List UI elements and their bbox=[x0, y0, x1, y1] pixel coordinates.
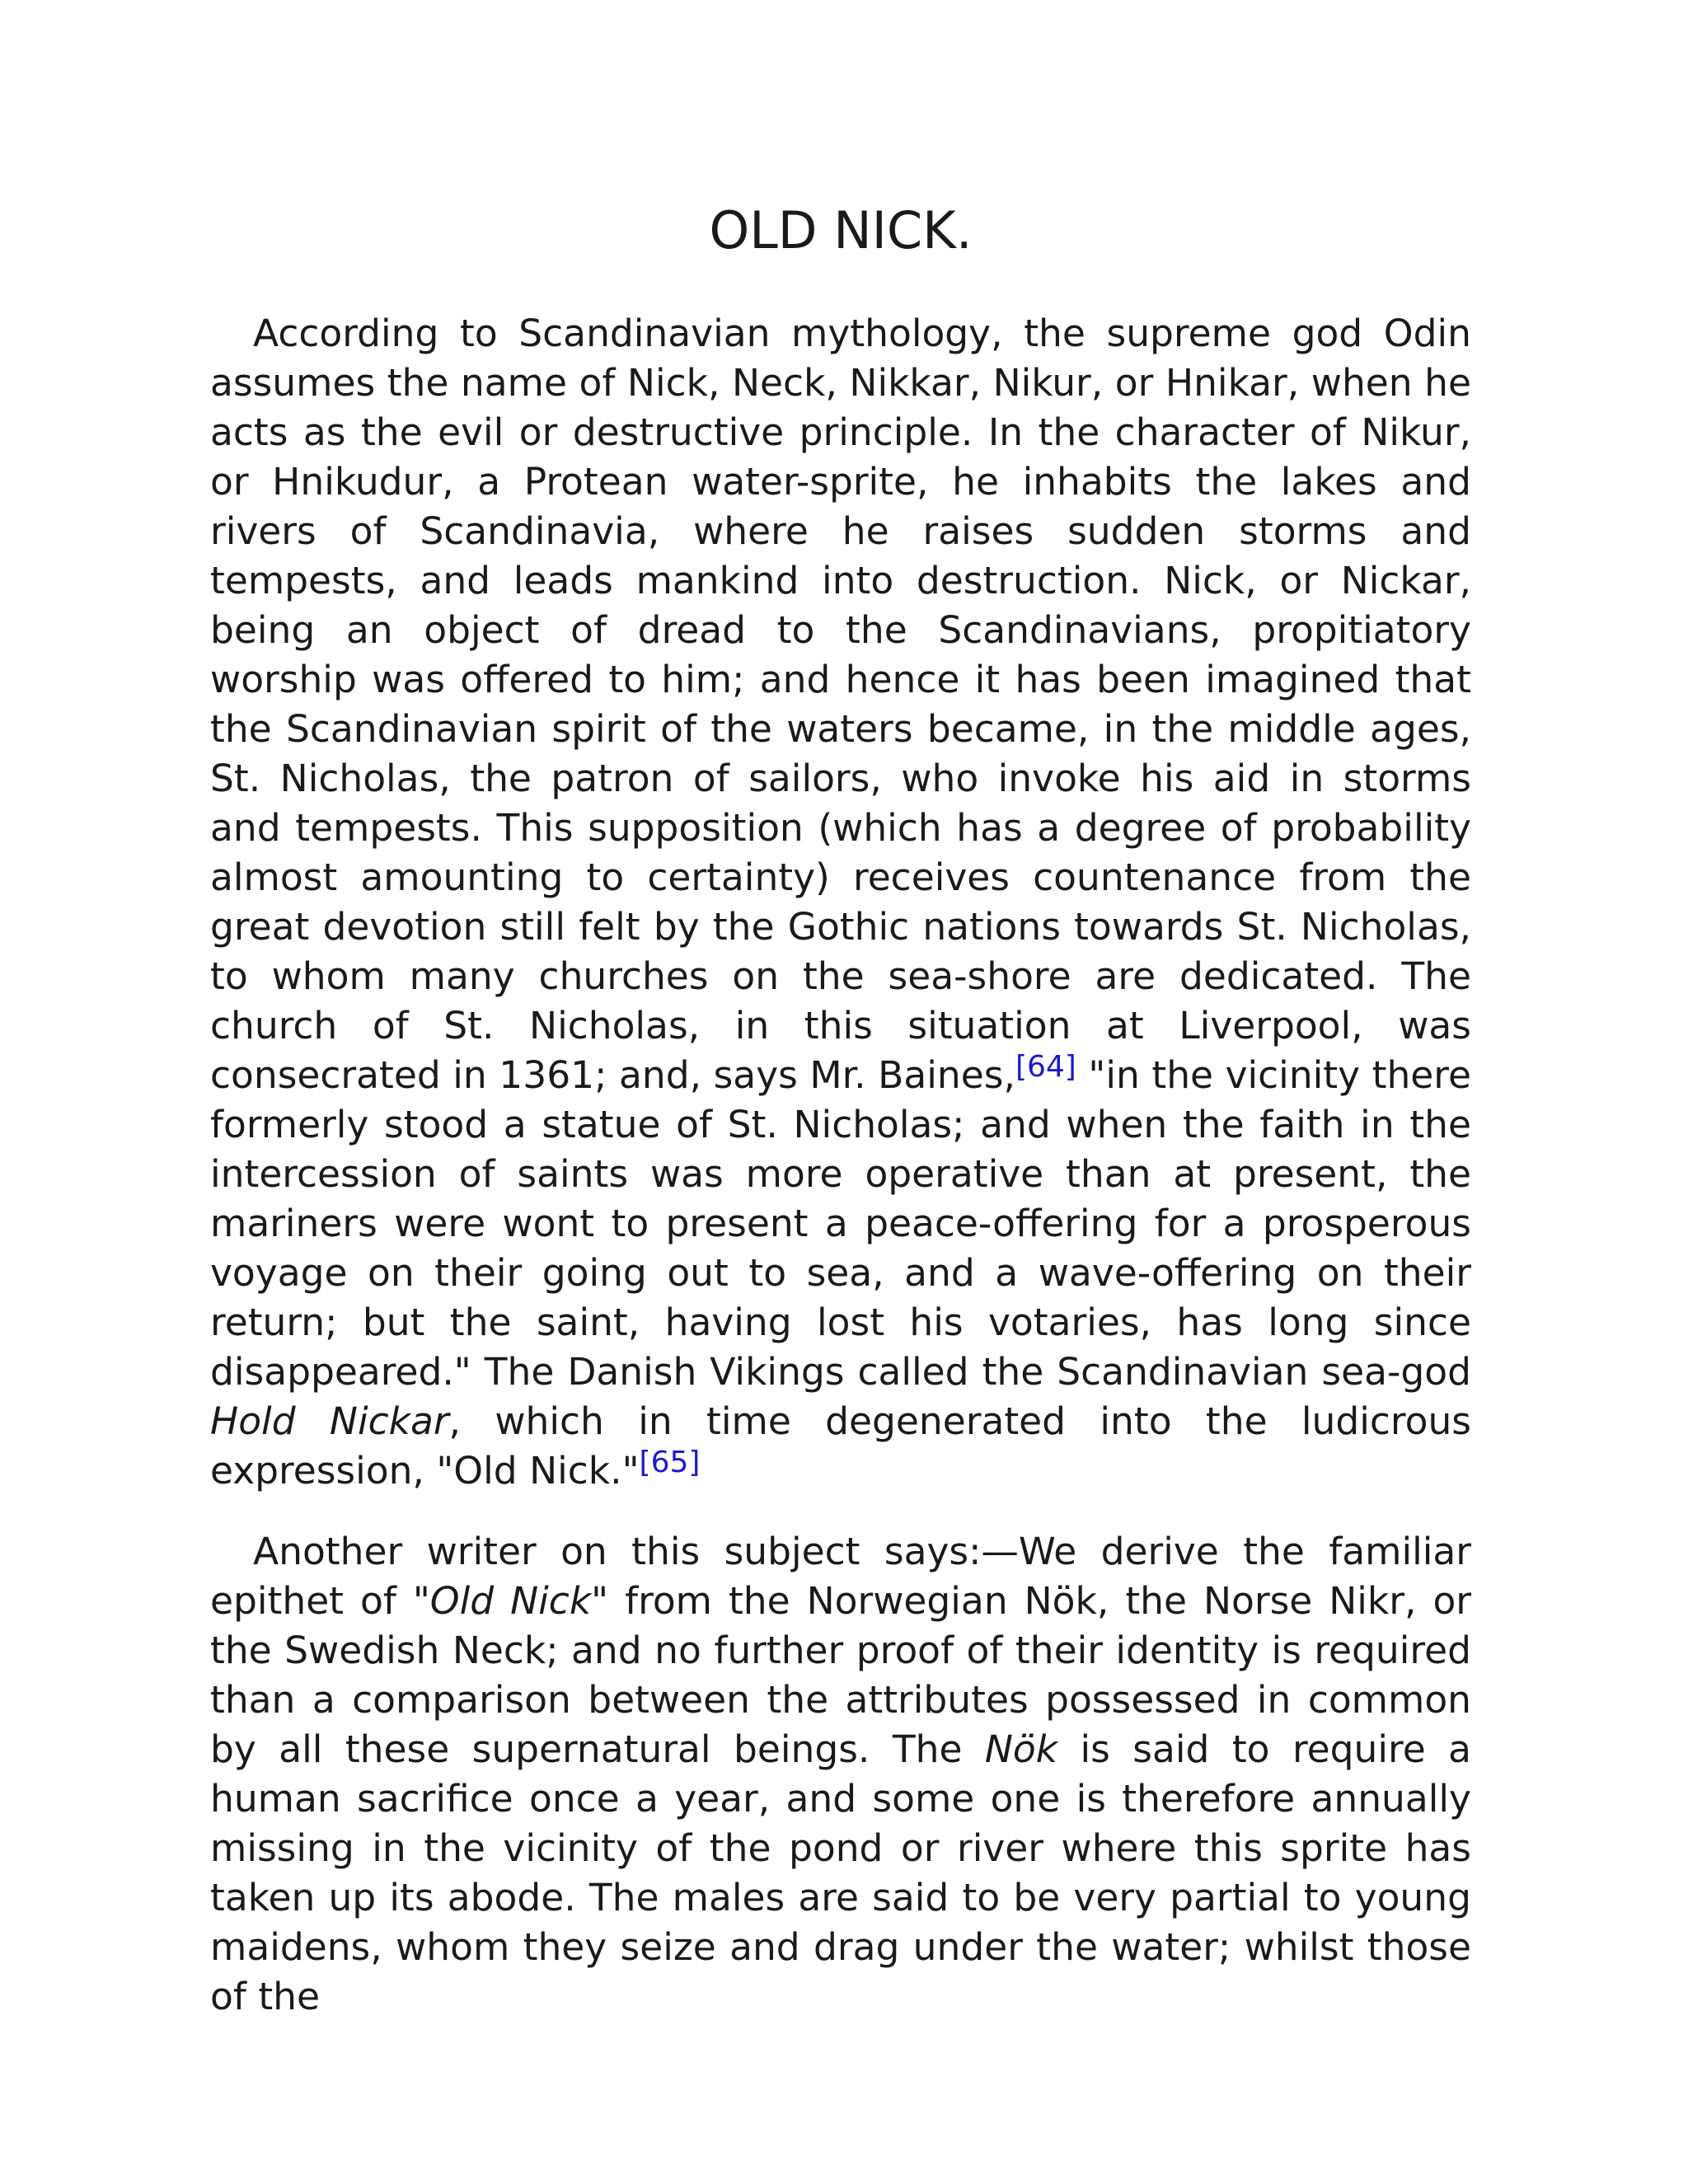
paragraph-1-text-a: According to Scandinavian mythology, the supreme god Odin assumes the name of Nick, Neck, Nikkar, Nikur, or Hnikar, when he acts as the evil or destructive principle. In the character of Nikur, or Hnikudur, a Protean water-sprite, he inhabits the lakes and rivers of Scandinavia, where he raises sudden storms and tempests, and leads mankind into destruction. Nick, or Nickar, being an object of dread to the Scandinavians, propitiatory worship was offered to him; and hence it has been imagined that the Scandinavian spirit of the waters became, in the middle ages, St. Nicholas, the patron of sailors, who invoke his aid in storms and tempests. This supposition (which has a degree of probability almost amounting to certainty) receives countenance from the great devotion still felt by the Gothic nations towards St. Nicholas, to whom many churches on the sea-shore are dedicated. The church of St. Nicholas, in this situation at Liverpool, was consecrated in 1361; and, says Mr. Baines, bbox=[210, 312, 1471, 1097]
paragraph-2-text-a: Another writer on this subject says:—We derive the familiar epithet of " bbox=[210, 1530, 1471, 1623]
footnote-link-65[interactable]: [65] bbox=[639, 1446, 701, 1479]
paragraph-1-text-b: "in the vicinity there formerly stood a statue of St. Nicholas; and when the faith in the intercession of saints was more operative than at present, the mariners were wont to present a peace-offering for a prosperous voyage on their going out to sea, and a wave-offering on their return; but the saint, having lost his votaries, has long since disappeared." The Danish Vikings called the Scandinavian sea-god bbox=[210, 1053, 1471, 1394]
footnote-link-64[interactable]: [64] bbox=[1015, 1050, 1076, 1084]
paragraph-2-emphasis-nok: Nök bbox=[984, 1727, 1058, 1771]
paragraph-2-text-c: is said to require a human sacrifice once a year, and some one is therefore annually missing in the vicinity of the pond or river where this sprite has taken up its abode. The males are said to be very partial to young maidens, whom they seize and drag under the water; whilst those of the bbox=[210, 1727, 1472, 2018]
paragraph-1-emphasis-hold-nickar: Hold Nickar bbox=[210, 1399, 449, 1443]
paragraph-1 bbox=[210, 309, 1471, 1496]
paragraph-2 bbox=[210, 1527, 1471, 2022]
document-page bbox=[210, 194, 1471, 2053]
paragraph-2-emphasis-old-nick: Old Nick bbox=[429, 1579, 592, 1623]
paragraph-1-text-c: , which in time degenerated into the ludicrous expression, "Old Nick." bbox=[210, 1399, 1472, 1493]
chapter-title: OLD NICK. bbox=[709, 200, 973, 260]
paragraph-2-text-b: " from the Norwegian Nök, the Norse Nikr, or the Swedish Neck; and no further proof of their identity is required than a comparison between the attributes possessed in common by all these supernatural beings. The bbox=[210, 1579, 1471, 1771]
